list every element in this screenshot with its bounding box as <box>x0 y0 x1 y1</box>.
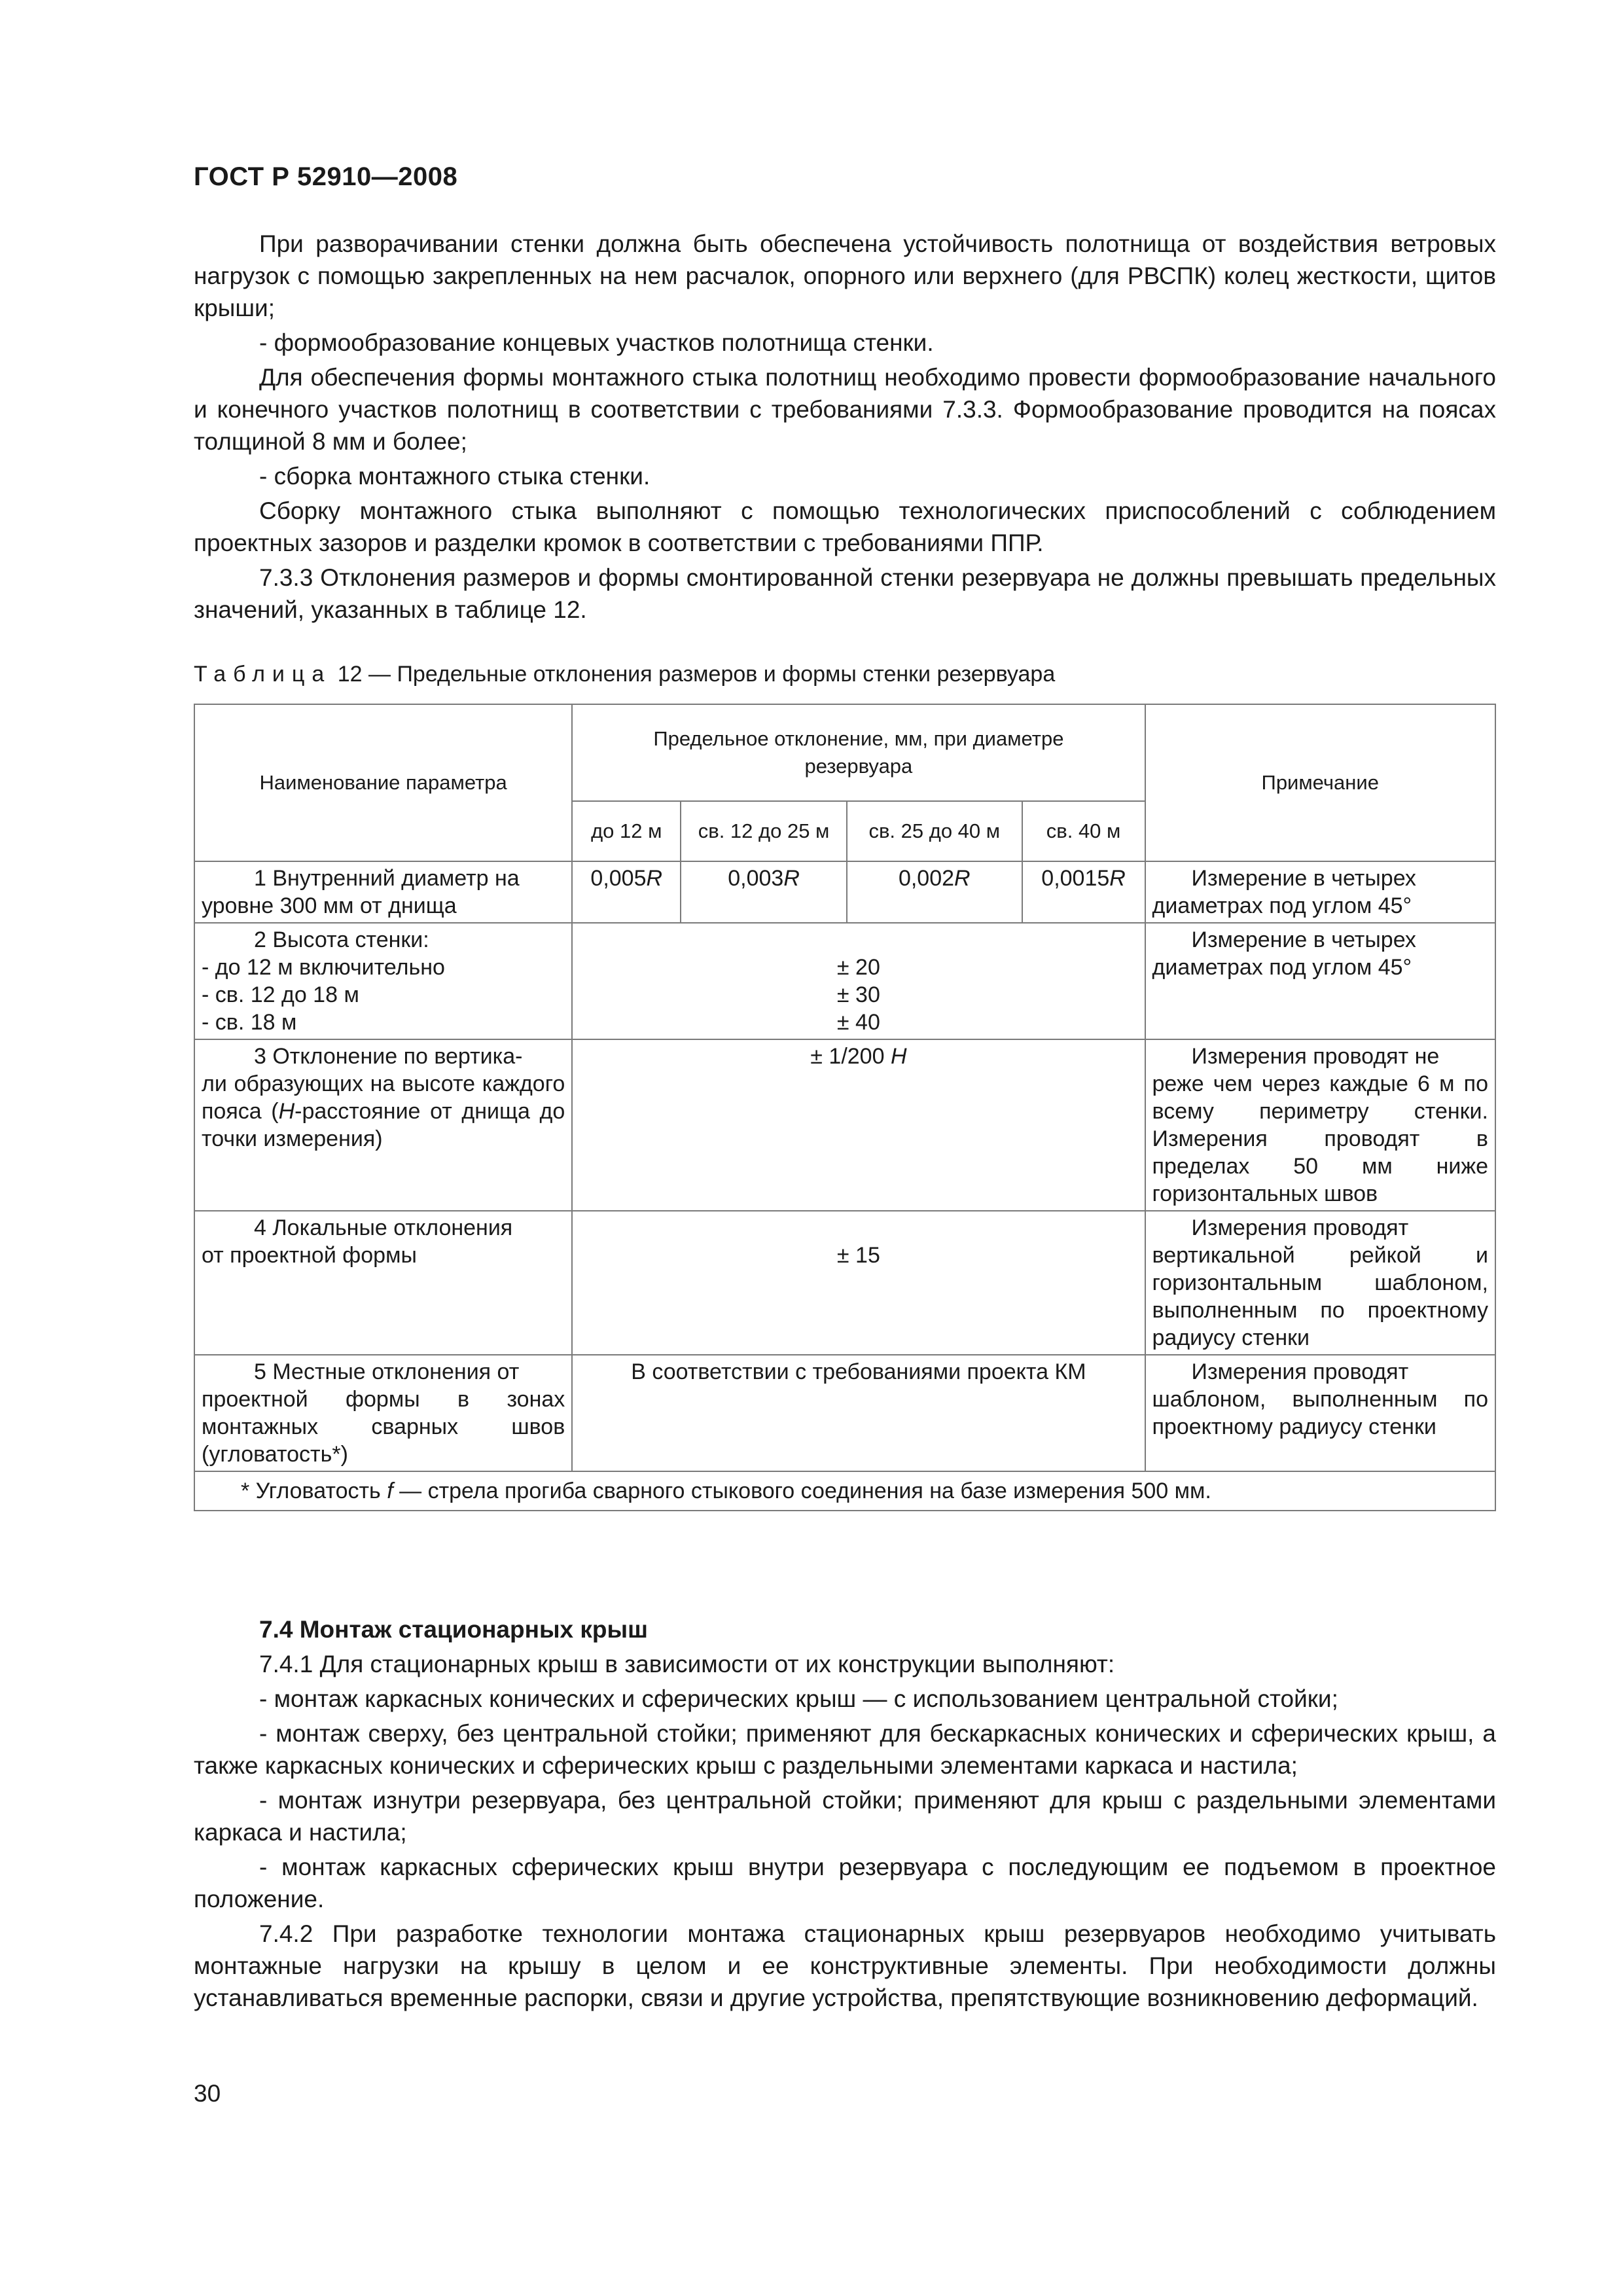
row-param: 3 Отклонение по вертика- ли образующих на высоте каждого пояса (H-расстояние от днища до точки измерения) <box>194 1039 572 1211</box>
row-value: В соответствии с требованиями проекта КМ <box>572 1355 1145 1471</box>
header-param: Наименование параметра <box>194 704 572 861</box>
row-value: 0,003R <box>681 861 847 923</box>
paragraph: При разворачивании стенки должна быть обеспечена устойчивость полотнища от воздействия ветровых нагрузок с помощью закрепленных на нем расчалок, опорного или верхнего (для РВСПК) колец жесткости, щитов крыши; <box>194 230 1496 321</box>
table-caption-prefix: Таблица <box>194 662 332 687</box>
row-note: Измерения проводят вертикальной рейкой и горизонтальным шаблоном, выполненным по проектному радиусу стенки <box>1145 1211 1495 1355</box>
row-value: ± 1/200 H <box>572 1039 1145 1211</box>
page-number: 30 <box>194 2080 221 2107</box>
table-row <box>194 923 1495 1039</box>
list-item: - монтаж сверху, без центральной стойки; применяют для бескаркасных конических и сферических крыш, а также каркасных конических и сферических крыш с раздельными элементами каркаса и настила; <box>194 1720 1496 1779</box>
row-value: 0,002R <box>847 861 1022 923</box>
paragraph: 7.4.2 При разработке технологии монтажа стационарных крыш резервуаров необходимо учитывать монтажные нагрузки на крышу в целом и ее конструктивные элементы. При необходимости должны устанавливаться временные распорки, связи и другие устройства, препятствующие возникновению деформаций. <box>194 1920 1496 2011</box>
header-diameter-4: св. 40 м <box>1022 801 1145 861</box>
row-note: Измерения проводят не реже чем через каждые 6 м по всему периметру стенки. Измерения проводят в пределах 50 мм ниже горизонтальных швов <box>1145 1039 1495 1211</box>
document-header: ГОСТ Р 52910—2008 <box>194 162 458 191</box>
table-row <box>194 1211 1495 1355</box>
table-header-row <box>194 704 1495 801</box>
header-diameter-1: до 12 м <box>572 801 681 861</box>
paragraph: 7.4.1 Для стационарных крыш в зависимости от их конструкции выполняют: <box>259 1651 1115 1677</box>
header-diameter-2: св. 12 до 25 м <box>681 801 847 861</box>
row-param: 2 Высота стенки: - до 12 м включительно - св. 12 до 18 м - св. 18 м <box>194 923 572 1039</box>
table-caption <box>194 661 1055 687</box>
list-item: - монтаж каркасных конических и сферических крыш — с использованием центральной стойки; <box>259 1685 1338 1712</box>
top-text-block <box>194 228 1496 628</box>
list-item: - монтаж каркасных сферических крыш внутри резервуара с последующим ее подъемом в проектное положение. <box>194 1854 1496 1912</box>
row-value: 0,0015R <box>1022 861 1145 923</box>
paragraph: Для обеспечения формы монтажного стыка полотнищ необходимо провести формообразование начального и конечного участков полотнищ в соответствии с требованиями 7.3.3. Формообразование проводится на поясах толщиной 8 мм и более; <box>194 364 1496 455</box>
table-row <box>194 1355 1495 1471</box>
row-param: 4 Локальные отклонения от проектной формы <box>194 1211 572 1355</box>
header-deviation: Предельное отклонение, мм, при диаметре резервуара <box>572 704 1145 801</box>
table-caption-text: 12 — Предельные отклонения размеров и формы стенки резервуара <box>331 662 1056 687</box>
header-diameter-3: св. 25 до 40 м <box>847 801 1022 861</box>
table-row <box>194 1039 1495 1211</box>
row-value: ± 15 <box>572 1211 1145 1355</box>
table-footnote-row <box>194 1471 1495 1511</box>
list-item: - формообразование концевых участков полотнища стенки. <box>259 329 934 356</box>
row-note: Измерение в четырех диаметрах под углом 45° <box>1145 861 1495 923</box>
row-note: Измерения проводят шаблоном, выполненным по проектному радиусу стенки <box>1145 1355 1495 1471</box>
header-note: Примечание <box>1145 704 1495 861</box>
table-row <box>194 861 1495 923</box>
paragraph: Сборку монтажного стыка выполняют с помощью технологических приспособлений с соблюдением проектных зазоров и разделки кромок в соответствии с требованиями ППР. <box>194 497 1496 556</box>
row-note: Измерение в четырех диаметрах под углом 45° <box>1145 923 1495 1039</box>
row-param: 5 Местные отклонения от проектной формы в зонах монтажных сварных швов (угловатость*) <box>194 1355 572 1471</box>
row-value: 0,005R <box>572 861 681 923</box>
row-value: ± 20 ± 30 ± 40 <box>572 923 1145 1039</box>
section-text-block <box>194 1613 1496 2017</box>
section-title: 7.4 Монтаж стационарных крыш <box>259 1616 648 1643</box>
list-item: - сборка монтажного стыка стенки. <box>259 463 651 490</box>
deviation-table <box>194 704 1496 1511</box>
paragraph: 7.3.3 Отклонения размеров и формы смонтированной стенки резервуара не должны превышать предельных значений, указанных в таблице 12. <box>194 564 1496 623</box>
row-param: 1 Внутренний диаметр на уровне 300 мм от днища <box>194 861 572 923</box>
table-footnote: * Угловатость f — стрела прогиба сварного стыкового соединения на базе измерения 500 мм. <box>194 1471 1495 1511</box>
list-item: - монтаж изнутри резервуара, без центральной стойки; применяют для крыш с раздельными элементами каркаса и настила; <box>194 1787 1496 1846</box>
